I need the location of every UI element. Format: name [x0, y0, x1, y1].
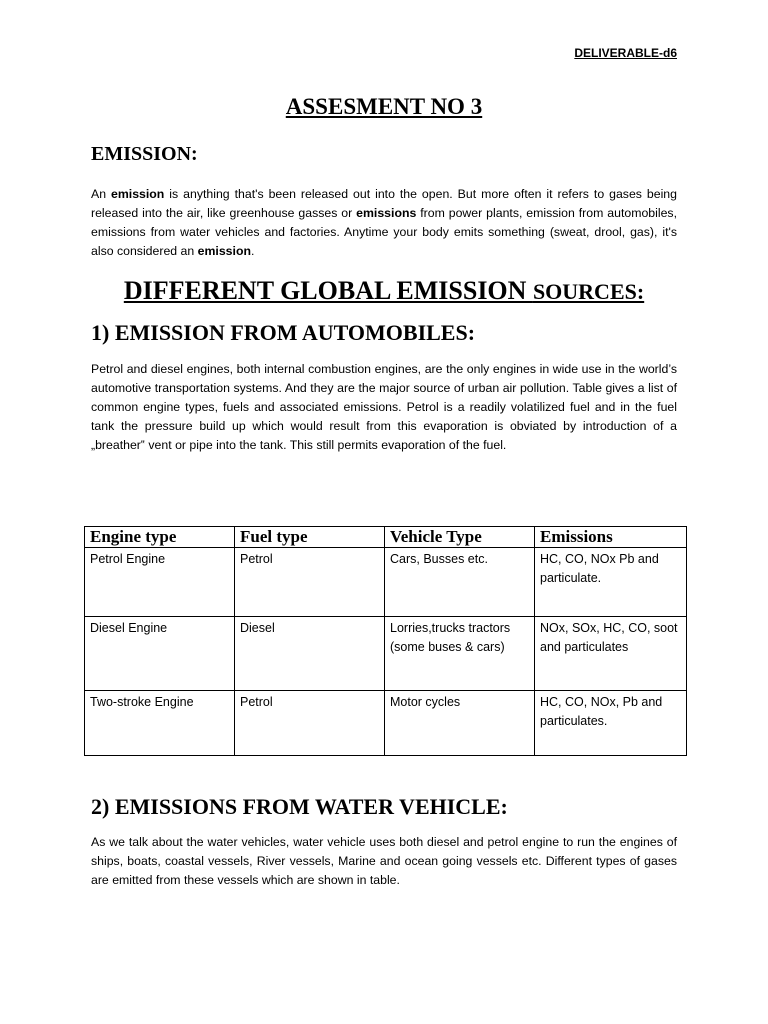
deliverable-label: DELIVERABLE-d6	[574, 46, 677, 60]
table-cell: Diesel	[235, 617, 385, 691]
table-cell: Cars, Busses etc.	[385, 548, 535, 617]
table-cell: HC, CO, NOx, Pb and particulates.	[535, 691, 687, 756]
emphasis-emissions: emissions	[356, 206, 417, 220]
water-vehicle-heading: 2) EMISSIONS FROM WATER VEHICLE:	[91, 794, 508, 819]
table-row	[85, 691, 687, 756]
table-header-cell: Vehicle Type	[385, 527, 535, 548]
table-cell: Two-stroke Engine	[85, 691, 235, 756]
table-cell: Petrol Engine	[85, 548, 235, 617]
automobiles-paragraph: Petrol and diesel engines, both internal combustion engines, are the only engines in wide use in the world’s automotive transportation systems. And they are the major source of urban air pollution. Table gives a list of common engine types, fuels and associated emissions. Petrol is a readily volatilized fuel and in the fuel tank the pressure build up which would result from this evaporation is obviated by introduction of a „breather‟ vent or pipe into the tank. This still permits evaporation of the fuel.	[91, 362, 677, 452]
table-header-row	[85, 527, 687, 548]
table-header-cell: Emissions	[535, 527, 687, 548]
assessment-title: ASSESMENT NO 3	[285, 94, 483, 119]
engine-emissions-table	[84, 526, 687, 756]
global-sources-title: DIFFERENT GLOBAL EMISSION SOURCES:	[123, 276, 645, 305]
table-cell: Petrol	[235, 691, 385, 756]
table-cell: HC, CO, NOx Pb and particulate.	[535, 548, 687, 617]
table-row	[85, 617, 687, 691]
table-cell: Lorries,trucks tractors (some buses & cars)	[385, 617, 535, 691]
emphasis-emission: emission	[111, 187, 165, 201]
water-vehicle-paragraph: As we talk about the water vehicles, water vehicle uses both diesel and petrol engine to run the engines of ships, boats, coastal vessels, River vessels, Marine and ocean going vessels etc. Different types of gases are emitted from these vessels which are shown in table.	[91, 835, 677, 887]
emission-definition-paragraph: An emission is anything that's been released out into the open. But more often it refers to gases being released into the air, like greenhouse gasses or emissions from power plants, emission from automobiles, emissions from water vehicles and factories. Anytime your body emits something (sweat, drool, gas), it's also considered an emission.	[91, 187, 677, 258]
table-header-cell: Engine type	[85, 527, 235, 548]
emphasis-emission: emission	[197, 244, 251, 258]
table-row	[85, 548, 687, 617]
automobiles-heading: 1) EMISSION FROM AUTOMOBILES:	[91, 320, 476, 345]
table-cell: Motor cycles	[385, 691, 535, 756]
table-cell: Petrol	[235, 548, 385, 617]
table-cell: Diesel Engine	[85, 617, 235, 691]
emission-heading: EMISSION:	[91, 143, 198, 165]
table-cell: NOx, SOx, HC, CO, soot and particulates	[535, 617, 687, 691]
table-header-cell: Fuel type	[235, 527, 385, 548]
